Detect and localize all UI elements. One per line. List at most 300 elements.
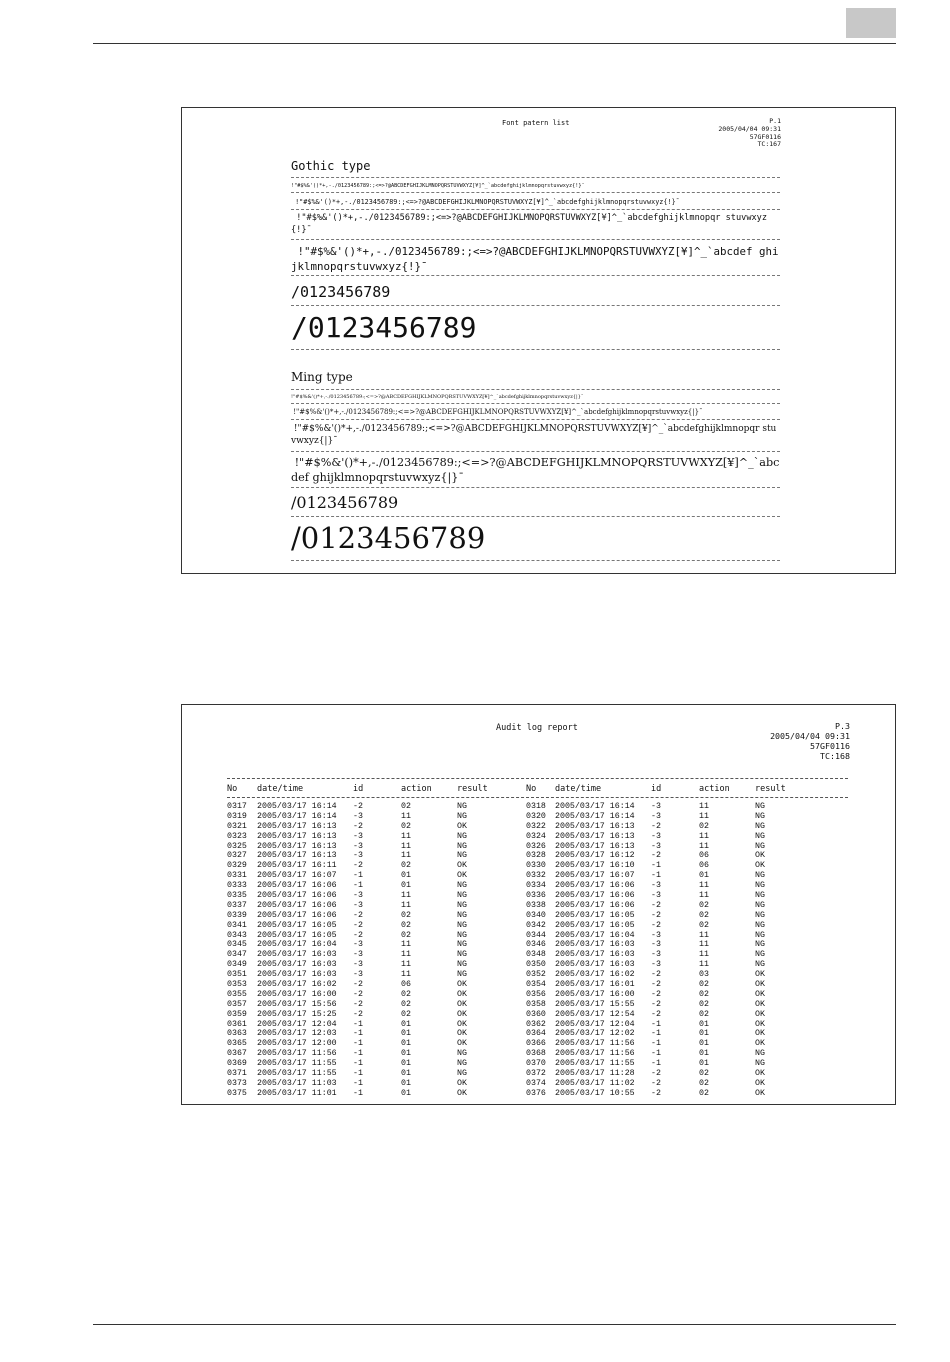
table-row xyxy=(182,950,895,960)
cell-no-left: 0341 xyxy=(227,920,247,930)
cell-no-left: 0323 xyxy=(227,831,247,841)
cell-datetime-right: 2005/03/17 16:10 xyxy=(555,861,635,871)
cell-id-right: -2 xyxy=(651,900,661,910)
table-row xyxy=(182,980,895,990)
cell-action-left: 11 xyxy=(401,950,411,960)
cell-id-left: -2 xyxy=(353,999,363,1009)
cell-id-right: -2 xyxy=(651,1078,661,1088)
cell-datetime-left: 2005/03/17 16:13 xyxy=(257,831,337,841)
cell-result-right: NG xyxy=(755,900,765,910)
col-id-right: id xyxy=(651,784,662,794)
cell-id-right: -3 xyxy=(651,811,661,821)
cell-datetime-right: 2005/03/17 11:56 xyxy=(555,1049,635,1059)
font-list-serial: 57GF0116 xyxy=(749,132,781,141)
ming-type-title: Ming type xyxy=(291,370,353,384)
table-row xyxy=(182,921,895,931)
cell-no-left: 0335 xyxy=(227,891,247,901)
cell-no-right: 0322 xyxy=(526,821,546,831)
cell-no-right: 0328 xyxy=(526,851,546,861)
table-row xyxy=(182,1029,895,1039)
cell-datetime-left: 2005/03/17 16:06 xyxy=(257,891,337,901)
cell-no-left: 0361 xyxy=(227,1019,247,1029)
cell-result-left: NG xyxy=(457,910,467,920)
cell-id-right: -1 xyxy=(651,1019,661,1029)
cell-result-left: NG xyxy=(457,891,467,901)
cell-id-right: -1 xyxy=(651,1059,661,1069)
cell-id-right: -1 xyxy=(651,1049,661,1059)
cell-action-left: 11 xyxy=(401,960,411,970)
cell-action-right: 11 xyxy=(699,940,709,950)
cell-datetime-left: 2005/03/17 11:55 xyxy=(257,1069,337,1079)
table-row xyxy=(182,940,895,950)
cell-id-right: -2 xyxy=(651,999,661,1009)
cell-id-left: -1 xyxy=(353,1019,363,1029)
cell-no-left: 0365 xyxy=(227,1039,247,1049)
cell-action-right: 11 xyxy=(699,831,709,841)
cell-action-right: 02 xyxy=(699,999,709,1009)
cell-id-left: -1 xyxy=(353,1029,363,1039)
cell-action-left: 02 xyxy=(401,989,411,999)
cell-id-left: -3 xyxy=(353,950,363,960)
table-row xyxy=(182,891,895,901)
cell-id-right: -2 xyxy=(651,910,661,920)
cell-id-right: -2 xyxy=(651,989,661,999)
table-row xyxy=(182,822,895,832)
cell-result-left: NG xyxy=(457,1049,467,1059)
col-datetime-right: date/time xyxy=(555,784,602,794)
col-id-left: id xyxy=(353,784,364,794)
cell-result-left: OK xyxy=(457,1088,467,1098)
cell-datetime-left: 2005/03/17 16:02 xyxy=(257,980,337,990)
cell-datetime-right: 2005/03/17 16:05 xyxy=(555,910,635,920)
table-row xyxy=(182,931,895,941)
cell-no-left: 0327 xyxy=(227,851,247,861)
cell-result-right: NG xyxy=(755,841,765,851)
cell-no-left: 0359 xyxy=(227,1009,247,1019)
cell-result-left: NG xyxy=(457,950,467,960)
cell-datetime-right: 2005/03/17 16:03 xyxy=(555,940,635,950)
cell-action-left: 02 xyxy=(401,999,411,1009)
ming-sample-1: !"#$%&'()*+,-./0123456789:;<=>?@ABCDEFGHIJKLMNOPQRSTUVWXYZ[¥]^_`abcdefghijklmnopqrstuvwxyz{|}¯ xyxy=(291,391,780,404)
cell-datetime-left: 2005/03/17 16:13 xyxy=(257,821,337,831)
cell-result-left: OK xyxy=(457,821,467,831)
audit-log-table xyxy=(182,802,895,1099)
cell-id-right: -3 xyxy=(651,940,661,950)
cell-id-left: -2 xyxy=(353,980,363,990)
cell-result-right: OK xyxy=(755,989,765,999)
table-row xyxy=(182,1059,895,1069)
ming-sample-2: !"#$%&'()*+,-./0123456789:;<=>?@ABCDEFGHIJKLMNOPQRSTUVWXYZ[¥]^_`abcdefghijklmnopqrstuvwxyz{|}¯ xyxy=(291,406,780,420)
cell-id-right: -1 xyxy=(651,1039,661,1049)
cell-datetime-right: 2005/03/17 16:13 xyxy=(555,841,635,851)
cell-id-right: -2 xyxy=(651,1088,661,1098)
cell-datetime-right: 2005/03/17 16:04 xyxy=(555,930,635,940)
cell-result-left: NG xyxy=(457,930,467,940)
col-action-left: action xyxy=(401,784,432,794)
audit-log-report-image xyxy=(181,704,896,1105)
cell-action-right: 06 xyxy=(699,861,709,871)
table-row xyxy=(182,1089,895,1099)
header-rule xyxy=(93,43,896,44)
cell-action-right: 06 xyxy=(699,851,709,861)
cell-result-right: NG xyxy=(755,891,765,901)
gothic-top-separator xyxy=(291,177,780,178)
col-datetime-left: date/time xyxy=(257,784,304,794)
font-list-title: Font patern list xyxy=(502,119,570,127)
cell-action-left: 01 xyxy=(401,1078,411,1088)
cell-datetime-right: 2005/03/17 16:00 xyxy=(555,989,635,999)
cell-result-right: NG xyxy=(755,821,765,831)
cell-action-left: 06 xyxy=(401,980,411,990)
cell-result-right: OK xyxy=(755,1069,765,1079)
cell-id-left: -2 xyxy=(353,802,363,811)
cell-action-left: 11 xyxy=(401,891,411,901)
cell-action-left: 11 xyxy=(401,841,411,851)
cell-id-left: -1 xyxy=(353,1049,363,1059)
gothic-type-title: Gothic type xyxy=(291,159,371,173)
cell-result-left: NG xyxy=(457,970,467,980)
cell-result-left: OK xyxy=(457,1078,467,1088)
cell-no-left: 0367 xyxy=(227,1049,247,1059)
cell-datetime-left: 2005/03/17 15:56 xyxy=(257,999,337,1009)
table-row xyxy=(182,960,895,970)
cell-datetime-right: 2005/03/17 16:06 xyxy=(555,900,635,910)
cell-datetime-right: 2005/03/17 16:12 xyxy=(555,851,635,861)
cell-action-right: 11 xyxy=(699,930,709,940)
cell-datetime-left: 2005/03/17 16:14 xyxy=(257,802,337,811)
cell-action-left: 02 xyxy=(401,920,411,930)
table-row xyxy=(182,1049,895,1059)
cell-action-right: 03 xyxy=(699,970,709,980)
cell-no-left: 0325 xyxy=(227,841,247,851)
ming-sample-6: /0123456789 xyxy=(291,520,780,561)
font-list-page: P.1 xyxy=(769,117,781,125)
cell-id-right: -3 xyxy=(651,960,661,970)
cell-action-left: 11 xyxy=(401,851,411,861)
cell-id-right: -3 xyxy=(651,930,661,940)
cell-datetime-right: 2005/03/17 16:03 xyxy=(555,960,635,970)
cell-id-left: -1 xyxy=(353,871,363,881)
table-row xyxy=(182,911,895,921)
cell-result-left: NG xyxy=(457,940,467,950)
cell-action-left: 01 xyxy=(401,1039,411,1049)
cell-action-left: 01 xyxy=(401,1019,411,1029)
cell-no-left: 0331 xyxy=(227,871,247,881)
cell-id-left: -3 xyxy=(353,900,363,910)
cell-no-right: 0330 xyxy=(526,861,546,871)
cell-id-left: -2 xyxy=(353,920,363,930)
table-row xyxy=(182,851,895,861)
cell-datetime-left: 2005/03/17 15:25 xyxy=(257,1009,337,1019)
footer-rule xyxy=(93,1324,896,1325)
audit-log-meta xyxy=(770,722,850,762)
cell-datetime-left: 2005/03/17 16:11 xyxy=(257,861,337,871)
gothic-sample-1: !"#$%&'()*+,-./0123456789:;<=>?@ABCDEFGHIJKLMNOPQRSTUVWXYZ[¥]^_`abcdefghijklmnopqrstuvwxyz{!}¯ xyxy=(291,180,780,193)
cell-result-right: OK xyxy=(755,1088,765,1098)
cell-action-right: 11 xyxy=(699,950,709,960)
audit-log-serial: 57GF0116 xyxy=(810,740,850,751)
cell-result-left: NG xyxy=(457,960,467,970)
cell-no-left: 0345 xyxy=(227,940,247,950)
cell-datetime-left: 2005/03/17 16:04 xyxy=(257,940,337,950)
cell-id-left: -3 xyxy=(353,891,363,901)
cell-result-right: NG xyxy=(755,910,765,920)
cell-action-left: 02 xyxy=(401,1009,411,1019)
cell-id-left: -3 xyxy=(353,811,363,821)
cell-result-right: OK xyxy=(755,1039,765,1049)
cell-datetime-left: 2005/03/17 16:03 xyxy=(257,950,337,960)
cell-id-right: -3 xyxy=(651,802,661,811)
cell-id-left: -3 xyxy=(353,970,363,980)
cell-no-right: 0352 xyxy=(526,970,546,980)
cell-no-left: 0339 xyxy=(227,910,247,920)
column-header-bottom-rule xyxy=(227,797,848,798)
cell-action-right: 01 xyxy=(699,1039,709,1049)
cell-no-right: 0320 xyxy=(526,811,546,821)
cell-action-right: 02 xyxy=(699,1078,709,1088)
cell-datetime-left: 2005/03/17 16:07 xyxy=(257,871,337,881)
cell-no-right: 0342 xyxy=(526,920,546,930)
cell-result-right: OK xyxy=(755,970,765,980)
cell-datetime-right: 2005/03/17 12:54 xyxy=(555,1009,635,1019)
cell-id-left: -2 xyxy=(353,1009,363,1019)
cell-no-right: 0376 xyxy=(526,1088,546,1098)
cell-result-right: NG xyxy=(755,960,765,970)
cell-id-left: -3 xyxy=(353,940,363,950)
cell-id-right: -1 xyxy=(651,871,661,881)
cell-result-left: OK xyxy=(457,999,467,1009)
cell-id-right: -3 xyxy=(651,881,661,891)
cell-id-left: -3 xyxy=(353,960,363,970)
table-row xyxy=(182,1020,895,1030)
chapter-tab-marker xyxy=(846,8,896,38)
cell-result-left: OK xyxy=(457,1009,467,1019)
cell-datetime-right: 2005/03/17 15:55 xyxy=(555,999,635,1009)
cell-no-left: 0347 xyxy=(227,950,247,960)
cell-action-right: 02 xyxy=(699,989,709,999)
cell-no-right: 0368 xyxy=(526,1049,546,1059)
cell-action-left: 01 xyxy=(401,871,411,881)
cell-result-left: OK xyxy=(457,989,467,999)
cell-action-right: 01 xyxy=(699,1049,709,1059)
cell-datetime-left: 2005/03/17 16:03 xyxy=(257,960,337,970)
cell-datetime-right: 2005/03/17 12:04 xyxy=(555,1019,635,1029)
cell-datetime-left: 2005/03/17 16:13 xyxy=(257,841,337,851)
cell-no-right: 0338 xyxy=(526,900,546,910)
cell-no-right: 0354 xyxy=(526,980,546,990)
font-list-tc: TC:167 xyxy=(757,140,781,149)
cell-result-right: NG xyxy=(755,930,765,940)
cell-no-right: 0348 xyxy=(526,950,546,960)
cell-result-right: NG xyxy=(755,811,765,821)
cell-result-right: NG xyxy=(755,940,765,950)
table-row xyxy=(182,1000,895,1010)
cell-id-left: -3 xyxy=(353,831,363,841)
cell-no-right: 0374 xyxy=(526,1078,546,1088)
cell-datetime-left: 2005/03/17 12:04 xyxy=(257,1019,337,1029)
cell-action-right: 11 xyxy=(699,811,709,821)
cell-action-right: 02 xyxy=(699,910,709,920)
col-result-right: result xyxy=(755,784,786,794)
cell-action-left: 01 xyxy=(401,1088,411,1098)
cell-datetime-right: 2005/03/17 16:03 xyxy=(555,950,635,960)
cell-no-left: 0369 xyxy=(227,1059,247,1069)
cell-datetime-left: 2005/03/17 16:05 xyxy=(257,930,337,940)
cell-result-left: NG xyxy=(457,802,467,811)
audit-log-title: Audit log report xyxy=(496,723,578,733)
cell-id-right: -2 xyxy=(651,821,661,831)
cell-datetime-right: 2005/03/17 16:01 xyxy=(555,980,635,990)
cell-action-left: 02 xyxy=(401,930,411,940)
cell-result-right: NG xyxy=(755,831,765,841)
ming-sample-3: !"#$%&'()*+,-./0123456789:;<=>?@ABCDEFGHIJKLMNOPQRSTUVWXYZ[¥]^_`abcdefghijklmnopqr stuvwxyz{|}¯ xyxy=(291,423,780,452)
cell-no-right: 0332 xyxy=(526,871,546,881)
gothic-sample-4: !"#$%&'()*+,-./0123456789:;<=>?@ABCDEFGHIJKLMNOPQRSTUVWXYZ[¥]^_`abcdef ghijklmnopqrstuvwxyz{!}¯ xyxy=(291,244,780,276)
ming-sample-5: /0123456789 xyxy=(291,493,780,517)
cell-id-left: -1 xyxy=(353,1039,363,1049)
cell-result-left: NG xyxy=(457,851,467,861)
cell-no-left: 0319 xyxy=(227,811,247,821)
gothic-sample-6: /0123456789 xyxy=(291,310,780,350)
cell-datetime-left: 2005/03/17 12:00 xyxy=(257,1039,337,1049)
cell-action-left: 11 xyxy=(401,831,411,841)
cell-action-right: 11 xyxy=(699,891,709,901)
cell-action-left: 02 xyxy=(401,861,411,871)
audit-log-page: P.3 xyxy=(835,721,850,731)
cell-datetime-right: 2005/03/17 16:06 xyxy=(555,891,635,901)
cell-id-right: -2 xyxy=(651,1009,661,1019)
cell-datetime-left: 2005/03/17 11:03 xyxy=(257,1078,337,1088)
cell-id-right: -1 xyxy=(651,861,661,871)
cell-result-right: NG xyxy=(755,950,765,960)
cell-no-right: 0340 xyxy=(526,910,546,920)
table-row xyxy=(182,802,895,812)
table-row xyxy=(182,842,895,852)
gothic-sample-2: !"#$%&'()*+,-./0123456789:;<=>?@ABCDEFGHIJKLMNOPQRSTUVWXYZ[¥]^_`abcdefghijklmnopqrstuvwxyz{!}¯ xyxy=(291,195,780,210)
cell-no-right: 0370 xyxy=(526,1059,546,1069)
cell-id-right: -1 xyxy=(651,1029,661,1039)
cell-no-left: 0317 xyxy=(227,802,247,811)
cell-datetime-right: 2005/03/17 16:02 xyxy=(555,970,635,980)
cell-datetime-right: 2005/03/17 16:13 xyxy=(555,831,635,841)
cell-no-left: 0353 xyxy=(227,980,247,990)
cell-result-right: OK xyxy=(755,1009,765,1019)
cell-no-right: 0358 xyxy=(526,999,546,1009)
cell-result-left: OK xyxy=(457,1019,467,1029)
cell-no-right: 0346 xyxy=(526,940,546,950)
ming-top-separator xyxy=(291,389,780,390)
cell-no-right: 0350 xyxy=(526,960,546,970)
cell-result-right: NG xyxy=(755,802,765,811)
cell-action-right: 01 xyxy=(699,871,709,881)
cell-action-left: 01 xyxy=(401,1049,411,1059)
cell-result-left: OK xyxy=(457,980,467,990)
cell-datetime-right: 2005/03/17 10:55 xyxy=(555,1088,635,1098)
cell-result-left: NG xyxy=(457,831,467,841)
audit-log-datetime: 2005/04/04 09:31 xyxy=(770,730,850,741)
cell-result-right: NG xyxy=(755,1049,765,1059)
cell-result-left: OK xyxy=(457,1029,467,1039)
font-list-meta xyxy=(718,118,781,149)
cell-action-right: 01 xyxy=(699,1059,709,1069)
cell-no-left: 0343 xyxy=(227,930,247,940)
cell-id-right: -2 xyxy=(651,970,661,980)
cell-datetime-left: 2005/03/17 12:03 xyxy=(257,1029,337,1039)
table-row xyxy=(182,1079,895,1089)
cell-no-right: 0362 xyxy=(526,1019,546,1029)
cell-result-right: OK xyxy=(755,861,765,871)
cell-no-right: 0360 xyxy=(526,1009,546,1019)
cell-result-right: OK xyxy=(755,999,765,1009)
cell-no-right: 0356 xyxy=(526,989,546,999)
cell-id-left: -3 xyxy=(353,841,363,851)
cell-datetime-right: 2005/03/17 11:28 xyxy=(555,1069,635,1079)
cell-datetime-left: 2005/03/17 16:05 xyxy=(257,920,337,930)
cell-datetime-right: 2005/03/17 11:56 xyxy=(555,1039,635,1049)
cell-datetime-right: 2005/03/17 16:14 xyxy=(555,811,635,821)
table-row xyxy=(182,871,895,881)
cell-id-right: -3 xyxy=(651,950,661,960)
cell-datetime-right: 2005/03/17 12:02 xyxy=(555,1029,635,1039)
cell-result-right: OK xyxy=(755,980,765,990)
cell-action-left: 11 xyxy=(401,940,411,950)
cell-datetime-right: 2005/03/17 11:02 xyxy=(555,1078,635,1088)
cell-result-left: OK xyxy=(457,1039,467,1049)
cell-action-left: 11 xyxy=(401,900,411,910)
cell-datetime-left: 2005/03/17 16:06 xyxy=(257,900,337,910)
cell-datetime-right: 2005/03/17 16:14 xyxy=(555,802,635,811)
cell-datetime-left: 2005/03/17 16:06 xyxy=(257,881,337,891)
cell-action-left: 11 xyxy=(401,970,411,980)
cell-action-left: 02 xyxy=(401,821,411,831)
cell-id-left: -2 xyxy=(353,930,363,940)
cell-action-right: 02 xyxy=(699,821,709,831)
cell-datetime-right: 2005/03/17 16:07 xyxy=(555,871,635,881)
cell-action-right: 11 xyxy=(699,960,709,970)
cell-datetime-left: 2005/03/17 16:06 xyxy=(257,910,337,920)
table-row xyxy=(182,970,895,980)
cell-action-left: 01 xyxy=(401,1059,411,1069)
cell-datetime-left: 2005/03/17 11:56 xyxy=(257,1049,337,1059)
cell-result-right: OK xyxy=(755,1078,765,1088)
cell-action-right: 02 xyxy=(699,900,709,910)
cell-result-right: NG xyxy=(755,871,765,881)
cell-no-right: 0344 xyxy=(526,930,546,940)
cell-no-right: 0372 xyxy=(526,1069,546,1079)
cell-action-right: 01 xyxy=(699,1029,709,1039)
column-header-top-rule xyxy=(227,778,848,779)
cell-datetime-left: 2005/03/17 16:00 xyxy=(257,989,337,999)
table-row xyxy=(182,990,895,1000)
cell-no-right: 0336 xyxy=(526,891,546,901)
cell-action-right: 02 xyxy=(699,980,709,990)
cell-no-left: 0321 xyxy=(227,821,247,831)
cell-result-left: NG xyxy=(457,841,467,851)
col-no-right: No xyxy=(526,784,537,794)
cell-datetime-left: 2005/03/17 11:55 xyxy=(257,1059,337,1069)
ming-sample-4: !"#$%&'()*+,-./0123456789:;<=>?@ABCDEFGHIJKLMNOPQRSTUVWXYZ[¥]^_`abcdef ghijklmnopqrstuvwxyz{|}¯ xyxy=(291,455,780,488)
cell-no-left: 0329 xyxy=(227,861,247,871)
table-row xyxy=(182,881,895,891)
cell-result-left: NG xyxy=(457,900,467,910)
cell-action-right: 02 xyxy=(699,1069,709,1079)
cell-id-left: -1 xyxy=(353,1069,363,1079)
cell-datetime-left: 2005/03/17 16:14 xyxy=(257,811,337,821)
cell-datetime-right: 2005/03/17 11:55 xyxy=(555,1059,635,1069)
cell-datetime-right: 2005/03/17 16:13 xyxy=(555,821,635,831)
cell-id-left: -2 xyxy=(353,989,363,999)
gothic-sample-5: /0123456789 xyxy=(291,282,780,306)
